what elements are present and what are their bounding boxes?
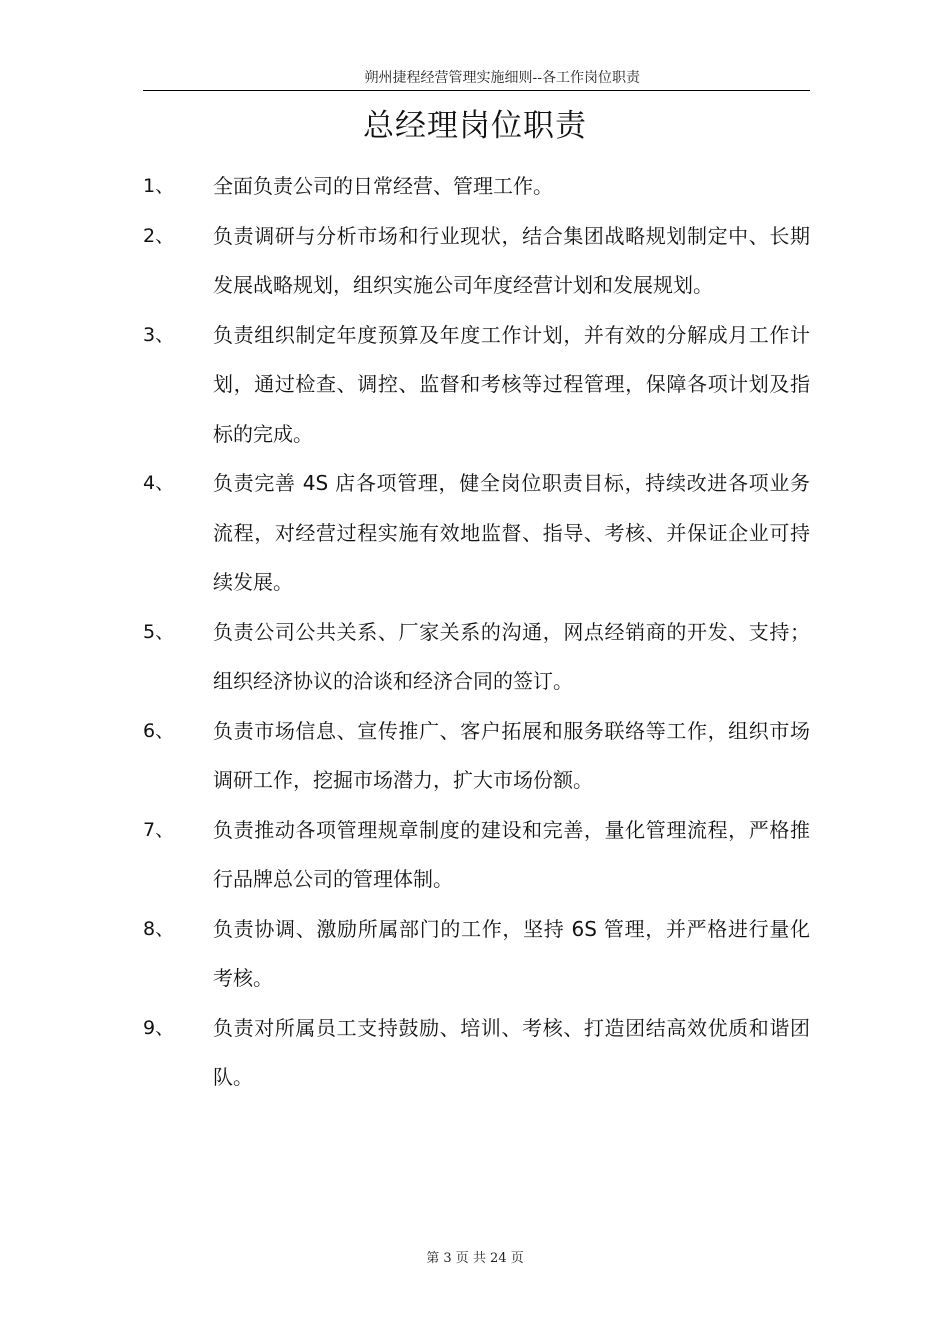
duty-number: 7、	[143, 818, 175, 841]
duty-text: 负责完善 4S 店各项管理，健全岗位职责目标，持续改进各项业务流程，对经营过程实施有效地监督、指导、考核、并保证企业可持续发展。	[213, 471, 810, 594]
duty-text: 负责对所属员工支持鼓励、培训、考核、打造团结高效优质和谐团队。	[213, 1015, 810, 1089]
duty-text: 负责公司公共关系、厂家关系的沟通，网点经销商的开发、支持；组织经济协议的洽谈和经济合同的签订。	[213, 619, 810, 693]
duty-item	[143, 806, 810, 905]
duty-item	[143, 162, 810, 212]
duty-text: 负责市场信息、宣传推广、客户拓展和服务联络等工作，组织市场调研工作，挖掘市场潜力，扩大市场份额。	[213, 718, 810, 792]
duty-item	[143, 608, 810, 707]
duty-number: 3、	[143, 323, 175, 346]
page-footer: 第 3 页 共 24 页	[426, 1251, 524, 1266]
document-title: 总经理岗位职责	[363, 108, 587, 144]
duty-item	[143, 311, 810, 460]
duty-number: 8、	[143, 917, 175, 940]
duty-item	[143, 707, 810, 806]
duty-number: 4、	[143, 472, 175, 494]
duty-item	[143, 1004, 810, 1103]
duty-number: 1、	[143, 175, 175, 197]
duty-item	[143, 459, 810, 608]
duty-text: 负责组织制定年度预算及年度工作计划，并有效的分解成月工作计划，通过检查、调控、监督和考核等过程管理，保障各项计划及指标的完成。	[213, 322, 810, 446]
duty-number: 9、	[143, 1016, 175, 1039]
duty-text: 负责协调、激励所属部门的工作，坚持 6S 管理，并严格进行量化考核。	[213, 916, 810, 990]
duty-text: 负责调研与分析市场和行业现状，结合集团战略规划制定中、长期发展战略规划，组织实施公司年度经营计划和发展规划。	[213, 223, 810, 297]
duty-item	[143, 212, 810, 311]
duty-text: 负责推动各项管理规章制度的建设和完善，量化管理流程，严格推行品牌总公司的管理体制。	[213, 817, 810, 891]
duty-number: 2、	[143, 224, 175, 247]
duty-number: 6、	[143, 719, 175, 742]
header-text: 朔州捷程经营管理实施细则--各工作岗位职责	[364, 70, 640, 86]
duty-item	[143, 905, 810, 1004]
duty-text: 全面负责公司的日常经营、管理工作。	[213, 174, 553, 198]
page-header	[143, 68, 810, 91]
duty-list	[143, 162, 810, 1103]
duty-number: 5、	[143, 620, 175, 643]
